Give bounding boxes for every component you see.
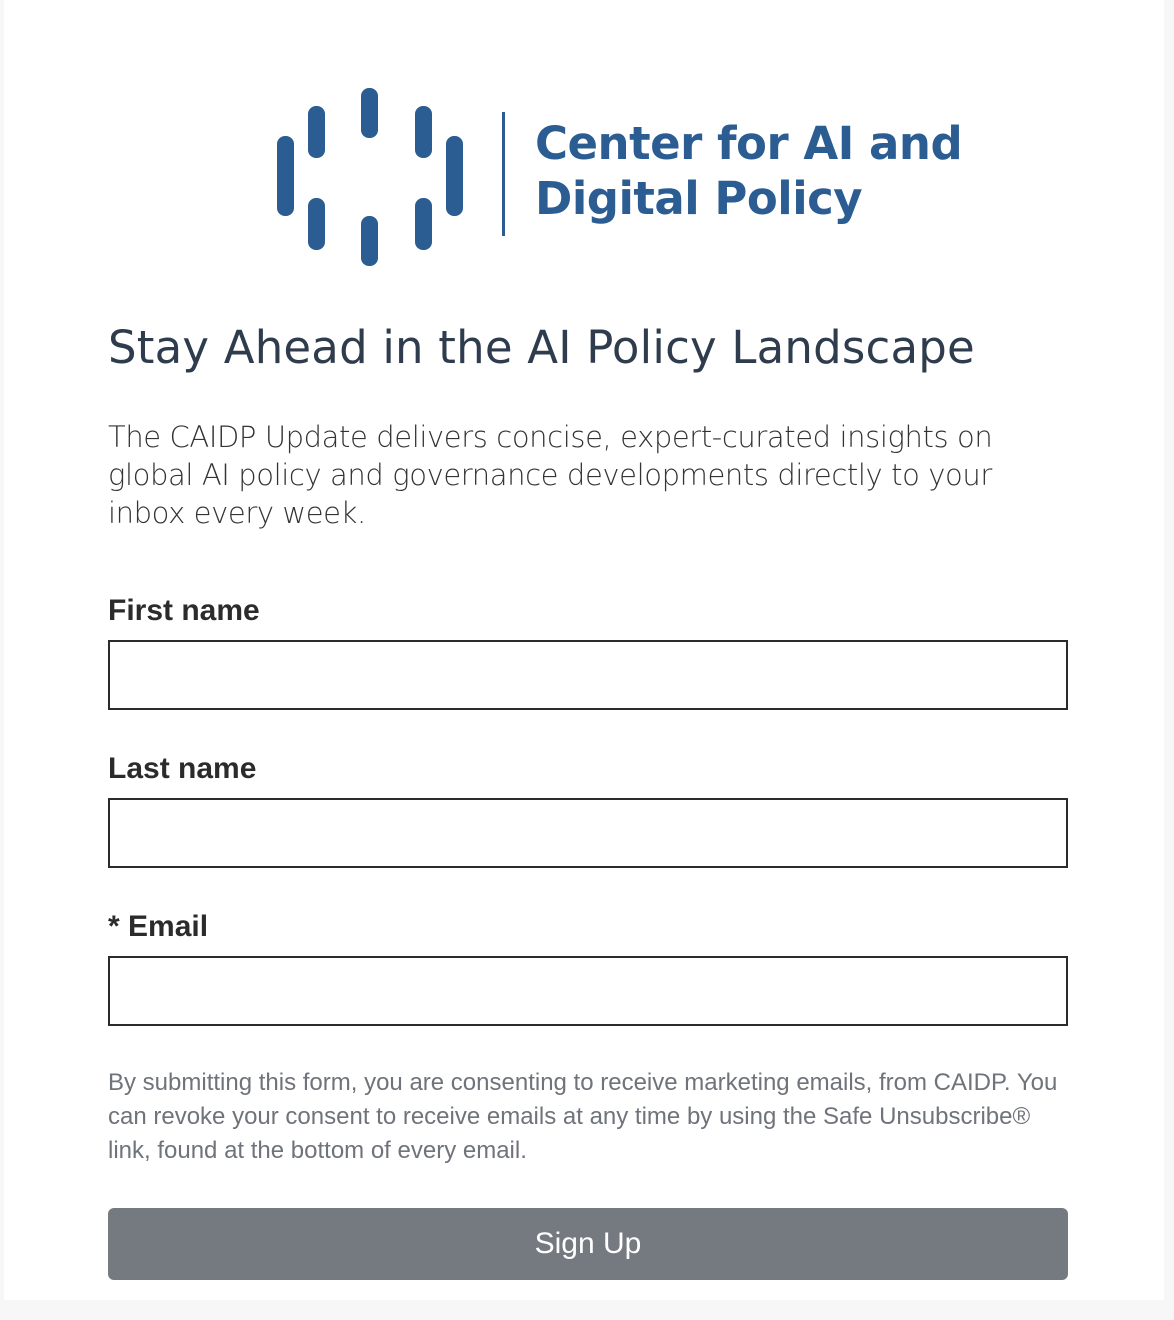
consent-text: By submitting this form, you are consenting to receive marketing emails, from CAIDP. You can revoke your consent to receive emails at any time by using the Safe Unsubscribe® link, found at the bottom of every email. xyxy=(108,1069,1058,1164)
intro-text: The CAIDP Update delivers concise, expert-curated insights on global AI policy and governance developments directly to your inbox every week. xyxy=(108,420,993,530)
sign-up-button[interactable]: Sign Up xyxy=(108,1208,1068,1280)
logo-wordmark-line-1: Center for AI and xyxy=(535,117,963,170)
first-name-label: First name xyxy=(108,594,260,627)
last-name-input[interactable] xyxy=(108,798,1068,868)
email-input[interactable] xyxy=(108,956,1068,1026)
email-label: * Email xyxy=(108,910,209,943)
signup-card xyxy=(4,0,1164,1300)
logo-wordmark xyxy=(535,116,962,226)
caidp-logo xyxy=(272,86,963,270)
logo-wordmark-line-2: Digital Policy xyxy=(535,172,863,225)
page-title: Stay Ahead in the AI Policy Landscape xyxy=(108,321,975,374)
caidp-logo-icon xyxy=(272,86,472,270)
first-name-input[interactable] xyxy=(108,640,1068,710)
last-name-label: Last name xyxy=(108,752,257,785)
logo-divider xyxy=(502,112,505,236)
